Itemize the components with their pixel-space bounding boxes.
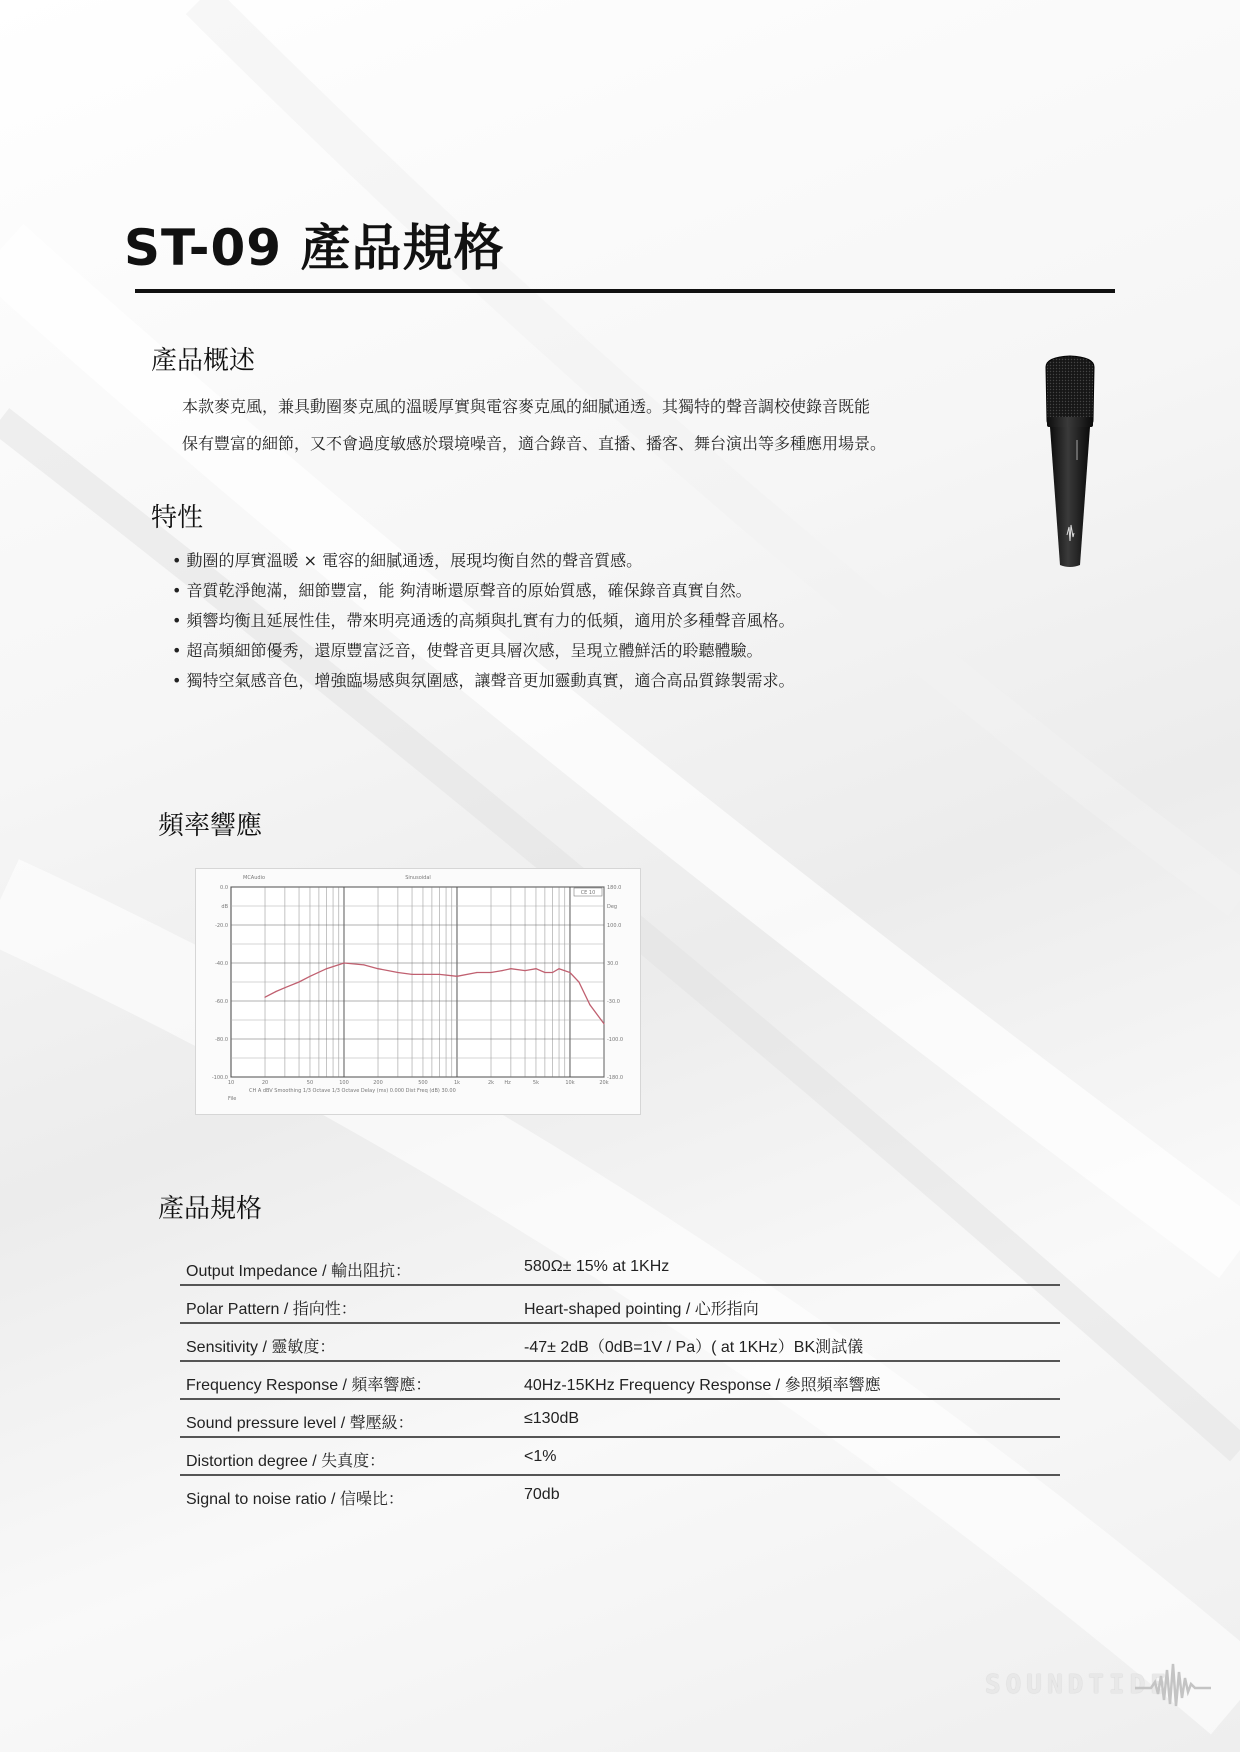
spec-label: Frequency Response / 頻率響應： [186, 1377, 432, 1394]
chart-x-tick-label: 50 [306, 1080, 314, 1086]
overview-heading: 產品概述 [151, 346, 256, 376]
overview-paragraph [182, 388, 922, 462]
chart-y-tick-label: -60.0 [215, 999, 228, 1005]
spec-label: Distortion degree / 失真度： [186, 1453, 386, 1470]
chart-series-point [397, 972, 398, 973]
chart-series-point [535, 968, 536, 969]
frequency-response-chart [196, 869, 640, 1114]
spec-value: 580Ω± 15% at 1KHz [524, 1258, 670, 1275]
spec-row [180, 1324, 1060, 1362]
chart-title: Sinusoidal [405, 875, 431, 881]
spec-value: <1% [524, 1448, 557, 1465]
chart-series-point [544, 972, 545, 973]
spec-table [180, 1248, 1060, 1512]
microphone-image [1040, 355, 1100, 570]
spec-value: Heart-shaped pointing / 心形指向 [524, 1301, 759, 1318]
spec-row [180, 1438, 1060, 1476]
chart-x-tick-label: 1k [453, 1080, 461, 1086]
chart-x-tick-label: 10 [227, 1080, 235, 1086]
spec-value: 70db [524, 1486, 560, 1503]
feature-item: • 頻響均衡且延展性佳，帶來明亮通透的高頻與扎實有力的低頻，適用於多種聲音風格。 [172, 606, 795, 636]
chart-y-tick-label: 0.0 [220, 885, 228, 891]
chart-series-point [439, 974, 440, 975]
chart-series-point [377, 968, 378, 969]
chart-series-point [578, 981, 579, 982]
chart-series-point [456, 976, 457, 977]
chart-series-point [264, 997, 265, 998]
spec-row [180, 1248, 1060, 1286]
chart-x-tick-label: 5k [532, 1080, 540, 1086]
chart-top-left-label: MCAudio [243, 875, 266, 881]
chart-x-axis-label: Hz [504, 1080, 511, 1086]
chart-series-point [326, 968, 327, 969]
brand-logo-text: SOUNDTIDE [985, 1670, 1171, 1700]
chart-right-tick-label: 30.0 [607, 961, 619, 967]
chart-series-point [524, 970, 525, 971]
chart-series-point [603, 1023, 604, 1024]
feature-item: • 超高頻細節優秀，還原豐富泛音，使聲音更具層次感，呈現立體鮮活的聆聽體驗。 [172, 636, 795, 666]
spec-value: -47± 2dB（0dB=1V / Pa）( at 1KHz）BK測試儀 [524, 1339, 864, 1356]
features-list [172, 546, 795, 696]
chart-y-tick-label: -40.0 [215, 961, 228, 967]
chart-y-tick-label: -80.0 [215, 1037, 228, 1043]
spec-value: 40Hz-15KHz Frequency Response / 參照頻率響應 [524, 1377, 881, 1394]
chart-x-tick-label: 20k [599, 1080, 609, 1086]
chart-x-tick-label: 2k [487, 1080, 495, 1086]
chart-x-tick-label: 200 [373, 1080, 383, 1086]
chart-right-tick-label: -180.0 [607, 1075, 624, 1081]
chart-series-point [552, 972, 553, 973]
feature-item: • 動圈的厚實溫暖 × 電容的細膩通透，展現均衡自然的聲音質感。 [172, 546, 795, 576]
spec-label: Sensitivity / 靈敏度： [186, 1339, 336, 1356]
chart-right-unit-label: Deg [607, 904, 618, 910]
chart-series-point [558, 968, 559, 969]
chart-x-tick-label: 10k [565, 1080, 575, 1086]
chart-right-tick-label: 100.0 [607, 923, 622, 929]
chart-series-point [490, 972, 491, 973]
chart-x-tick-label: 100 [339, 1080, 349, 1086]
chart-series-point [411, 974, 412, 975]
specs-heading: 產品規格 [158, 1194, 263, 1224]
title-divider [135, 289, 1115, 293]
chart-series-point [569, 972, 570, 973]
chart-footer-file: File [228, 1096, 237, 1102]
chart-y-unit-label: dB [221, 904, 228, 910]
chart-series-point [343, 962, 344, 963]
spec-label: Sound pressure level / 聲壓級： [186, 1415, 414, 1432]
chart-right-tick-label: -100.0 [607, 1037, 624, 1043]
spec-value: ≤130dB [524, 1410, 580, 1427]
chart-series-point [284, 987, 285, 988]
chart-right-tick-label: 180.0 [607, 885, 622, 891]
chart-series-point [298, 981, 299, 982]
chart-series-point [476, 972, 477, 973]
chart-series-point [363, 964, 364, 965]
brand-logo [985, 1656, 1215, 1716]
chart-series-point [510, 968, 511, 969]
chart-footer-line: CH A dBV Smoothing 1/3 Octave 1/3 Octave Delay (ms) 0.000 Dist Freq (dB) 30.00 [249, 1088, 456, 1094]
chart-series-point [589, 1004, 590, 1005]
chart-x-tick-label: 500 [418, 1080, 428, 1086]
overview-line: 保有豐富的細節，又不會過度敏感於環境噪音，適合錄音、直播、播客、舞台演出等多種應用場景。 [182, 434, 887, 453]
spec-label: Output Impedance / 輸出阻抗： [186, 1263, 411, 1280]
chart-series-point [501, 970, 502, 971]
spec-row [180, 1362, 1060, 1400]
frequency-heading: 頻率響應 [158, 811, 263, 841]
chart-right-tick-label: -30.0 [607, 999, 620, 1005]
spec-row [180, 1476, 1060, 1512]
features-heading: 特性 [151, 503, 204, 533]
feature-item: • 獨特空氣感音色，增強臨場感與氛圍感，讓聲音更加靈動真實，適合高品質錄製需求。 [172, 666, 795, 696]
page-title: ST-09 產品規格 [124, 219, 505, 277]
chart-y-tick-label: -20.0 [215, 923, 228, 929]
chart-series-point [422, 974, 423, 975]
feature-item: • 音質乾淨飽滿，細節豐富，能 夠清晰還原聲音的原始質感，確保錄音真實自然。 [172, 576, 795, 606]
chart-y-tick-label: -100.0 [211, 1075, 228, 1081]
spec-label: Polar Pattern / 指向性： [186, 1301, 357, 1318]
chart-series-point [275, 991, 276, 992]
waveform-logo-icon [1133, 1656, 1213, 1716]
chart-series-point [309, 976, 310, 977]
chart-x-tick-label: 20 [261, 1080, 269, 1086]
overview-line: 本款麥克風，兼具動圈麥克風的溫暖厚實與電容麥克風的細膩通透。其獨特的聲音調校使錄音既能 [182, 397, 871, 416]
spec-row [180, 1286, 1060, 1324]
spec-label: Signal to noise ratio / 信噪比： [186, 1491, 404, 1508]
spec-row [180, 1400, 1060, 1438]
frequency-chart-frame [195, 868, 641, 1115]
chart-legend-label: CE 10 [580, 890, 596, 896]
